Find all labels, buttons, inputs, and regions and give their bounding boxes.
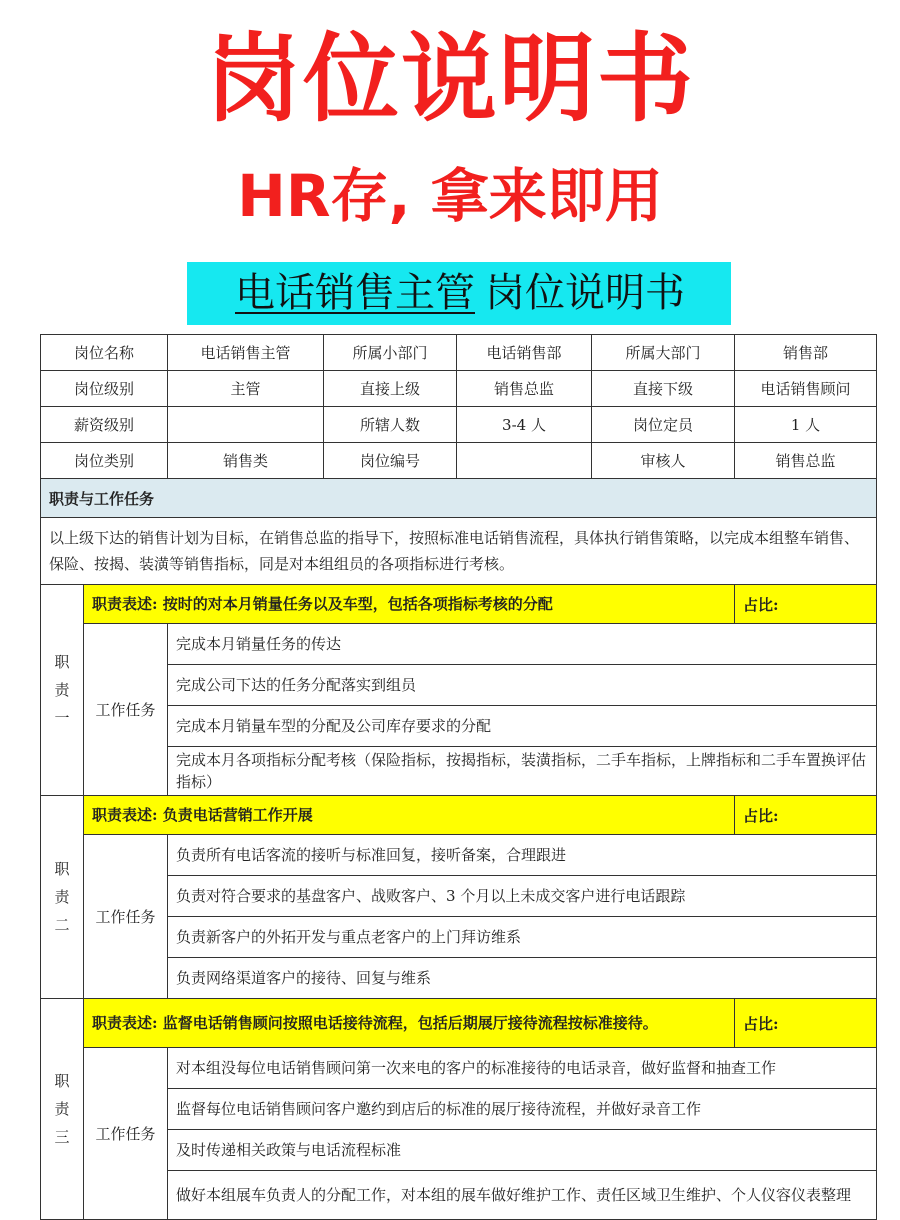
info-label: 岗位编号: [324, 443, 457, 479]
task-label: 工作任务: [84, 835, 168, 999]
task-label: 工作任务: [84, 1048, 168, 1220]
info-label: 直接上级: [324, 371, 457, 407]
duty-number: 职责三: [41, 999, 84, 1220]
info-label: 薪资级别: [41, 407, 168, 443]
info-value: [168, 407, 324, 443]
info-label: 岗位级别: [41, 371, 168, 407]
task-item: 监督每位电话销售顾问客户邀约到店后的标准的展厅接待流程，并做好录音工作: [168, 1089, 877, 1130]
task-item: 负责所有电话客流的接听与标准回复，接听备案，合理跟进: [168, 835, 877, 876]
info-value: 1 人: [735, 407, 877, 443]
info-value: 电话销售顾问: [735, 371, 877, 407]
info-label: 审核人: [592, 443, 735, 479]
info-row: [41, 407, 877, 443]
info-label: 所辖人数: [324, 407, 457, 443]
info-label: 岗位定员: [592, 407, 735, 443]
duty-description: 职责表述: 监督电话销售顾问按照电话接待流程，包括后期展厅接待流程按标准接待。: [84, 999, 735, 1048]
duty-description: 职责表述: 负责电话营销工作开展: [84, 796, 735, 835]
info-label: 直接下级: [592, 371, 735, 407]
share-label: 占比:: [735, 999, 877, 1048]
task-item: 负责对符合要求的基盘客户、战败客户、3 个月以上未成交客户进行电话跟踪: [168, 876, 877, 917]
info-row: [41, 335, 877, 371]
info-value: 电话销售主管: [168, 335, 324, 371]
info-label: 所属大部门: [592, 335, 735, 371]
task-item: 对本组没每位电话销售顾问第一次来电的客户的标准接待的电话录音，做好监督和抽查工作: [168, 1048, 877, 1089]
info-value: 销售总监: [735, 443, 877, 479]
duty-number: 职责一: [41, 585, 84, 796]
task-item: 完成本月销量任务的传达: [168, 624, 877, 665]
task-label: 工作任务: [84, 624, 168, 796]
page-subheadline: HR存, 拿来即用: [237, 162, 663, 230]
job-description-table: [40, 334, 877, 1220]
info-label: 所属小部门: [324, 335, 457, 371]
section-summary: 以上级下达的销售计划为目标，在销售总监的指导下，按照标准电话销售流程，具体执行销售策略，以完成本组整车销售、保险、按揭、装潢等销售指标，同是对本组组员的各项指标进行考核。: [41, 518, 877, 585]
duty-description: 职责表述: 按时的对本月销量任务以及车型，包括各项指标考核的分配: [84, 585, 735, 624]
task-item: 做好本组展车负责人的分配工作，对本组的展车做好维护工作、责任区域卫生维护、个人仪容仪表整理: [168, 1171, 877, 1220]
document-title-banner: [187, 262, 731, 325]
info-row: [41, 371, 877, 407]
document-title-position: 电话销售主管: [235, 270, 475, 316]
info-value: 3-4 人: [457, 407, 592, 443]
section-title: 职责与工作任务: [41, 479, 877, 518]
info-value: [457, 443, 592, 479]
task-item: 及时传递相关政策与电话流程标准: [168, 1130, 877, 1171]
info-value: 销售类: [168, 443, 324, 479]
duty-number: 职责二: [41, 796, 84, 999]
info-value: 电话销售部: [457, 335, 592, 371]
task-item: 完成本月销量车型的分配及公司库存要求的分配: [168, 706, 877, 747]
share-label: 占比:: [735, 585, 877, 624]
page-headline: 岗位说明书: [205, 23, 695, 135]
info-label: 岗位名称: [41, 335, 168, 371]
document-title-suffix: 岗位说明书: [485, 270, 685, 316]
info-value: 销售部: [735, 335, 877, 371]
task-item: 完成公司下达的任务分配落实到组员: [168, 665, 877, 706]
info-label: 岗位类别: [41, 443, 168, 479]
info-value: 销售总监: [457, 371, 592, 407]
share-label: 占比:: [735, 796, 877, 835]
task-item: 负责新客户的外拓开发与重点老客户的上门拜访维系: [168, 917, 877, 958]
task-item: 负责网络渠道客户的接待、回复与维系: [168, 958, 877, 999]
info-value: 主管: [168, 371, 324, 407]
info-row: [41, 443, 877, 479]
task-item: 完成本月各项指标分配考核（保险指标，按揭指标，装潢指标，二手车指标，上牌指标和二手车置换评估指标）: [168, 747, 877, 796]
